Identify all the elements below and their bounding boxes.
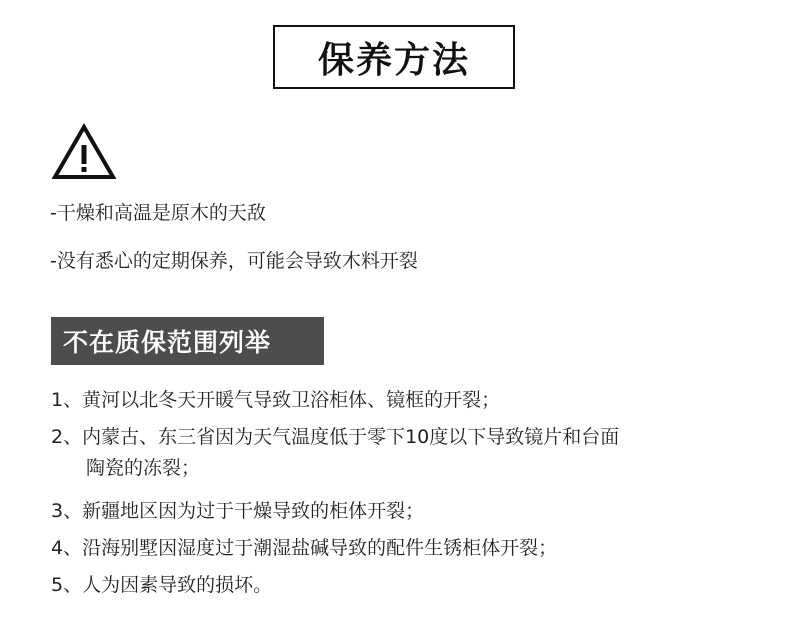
list-item bbox=[51, 422, 620, 479]
warning-triangle-icon bbox=[51, 123, 117, 181]
list-item-number: 4、 bbox=[51, 537, 83, 559]
list-item-number: 3、 bbox=[51, 500, 83, 522]
list-item-text: 黄河以北冬天开暖气导致卫浴柜体、镜框的开裂； bbox=[82, 389, 501, 411]
list-item bbox=[51, 570, 272, 600]
list-item bbox=[51, 496, 424, 526]
warning-text-maintenance: -没有悉心的定期保养，可能会导致木料开裂 bbox=[50, 250, 418, 272]
list-item-number: 2、 bbox=[51, 426, 83, 448]
page-title: 保养方法 bbox=[273, 25, 515, 89]
list-item-number: 1、 bbox=[51, 389, 83, 411]
section-heading-exclusions: 不在质保范围列举 bbox=[51, 317, 324, 365]
list-item-text: 新疆地区因为过于干燥导致的柜体开裂； bbox=[82, 500, 425, 522]
list-item-text: 沿海别墅因湿度过于潮湿盐碱导致的配件生锈柜体开裂； bbox=[82, 537, 558, 559]
list-item bbox=[51, 385, 500, 415]
list-item-continuation: 陶瓷的冻裂； bbox=[86, 457, 201, 479]
warning-text-dryness: -干燥和高温是原木的天敌 bbox=[50, 202, 266, 224]
list-item-text: 人为因素导致的损坏。 bbox=[82, 574, 273, 596]
list-item-text: 内蒙古、东三省因为天气温度低于零下10度以下导致镜片和台面 bbox=[82, 426, 620, 448]
list-item-number: 5、 bbox=[51, 574, 83, 596]
list-item bbox=[51, 533, 557, 563]
